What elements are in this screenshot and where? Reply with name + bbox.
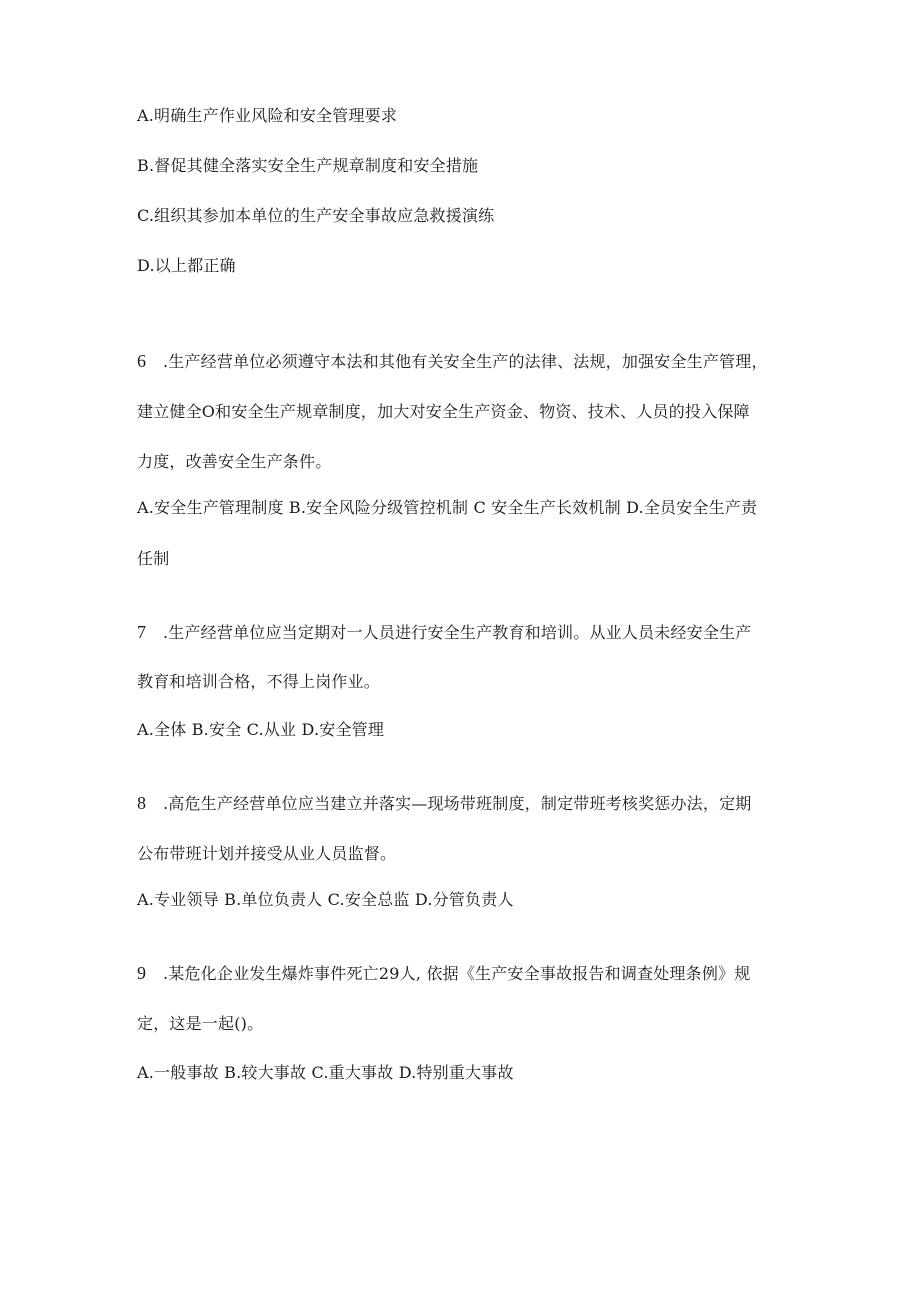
q6-options-line-1: A.安全生产管理制度 B.安全风险分级管控机制 C 安全生产长效机制 D.全员安全生产责	[137, 498, 758, 517]
q6-stem-text-1: .生产经营单位必须遵守本法和其他有关安全生产的法律、法规，加强安全生产管理，	[163, 352, 768, 371]
q8-options: A.专业领导 B.单位负责人 C.安全总监 D.分管负责人	[137, 890, 514, 909]
q9-number: 9	[137, 963, 147, 983]
q9-options: A.一般事故 B.较大事故 C.重大事故 D.特别重大事故	[137, 1063, 514, 1082]
q9-stem-line-2: 定，这是一起()。	[137, 1014, 264, 1033]
q6-stem-line-2: 建立健全O和安全生产规章制度，加大对安全生产资金、物资、技术、人员的投入保障	[137, 402, 750, 421]
q5-option-a: A.明确生产作业风险和安全管理要求	[137, 106, 398, 125]
q5-option-d: D.以上都正确	[137, 256, 236, 275]
q9-stem-text-1: .某危化企业发生爆炸事件死亡29人, 依据《生产安全事故报告和调查处理条例》规	[163, 964, 751, 983]
q7-options: A.全体 B.安全 C.从业 D.安全管理	[137, 720, 385, 739]
q7-stem-line-1	[137, 620, 797, 645]
q8-number: 8	[137, 793, 147, 813]
q8-stem-line-2: 公布带班计划并接受从业人员监督。	[137, 844, 397, 863]
q6-stem-line-3: 力度，改善安全生产条件。	[137, 452, 332, 471]
q6-options-line-2: 任制	[137, 549, 170, 568]
q9-stem-line-1	[137, 961, 797, 986]
q5-option-c: C.组织其参加本单位的生产安全事故应急救援演练	[137, 206, 495, 225]
q7-number: 7	[137, 622, 147, 642]
q7-stem-text-1: .生产经营单位应当定期对一人员进行安全生产教育和培训。从业人员未经安全生产	[163, 623, 752, 642]
q6-stem-line-1	[137, 349, 797, 374]
q7-stem-line-2: 教育和培训合格，不得上岗作业。	[137, 672, 381, 691]
q6-number: 6	[137, 351, 147, 371]
q5-option-b: B.督促其健全落实安全生产规章制度和安全措施	[137, 156, 479, 175]
q8-stem-line-1	[137, 791, 797, 816]
q8-stem-text-1: .高危生产经营单位应当建立并落实—现场带班制度，制定带班考核奖惩办法，定期	[163, 794, 752, 813]
